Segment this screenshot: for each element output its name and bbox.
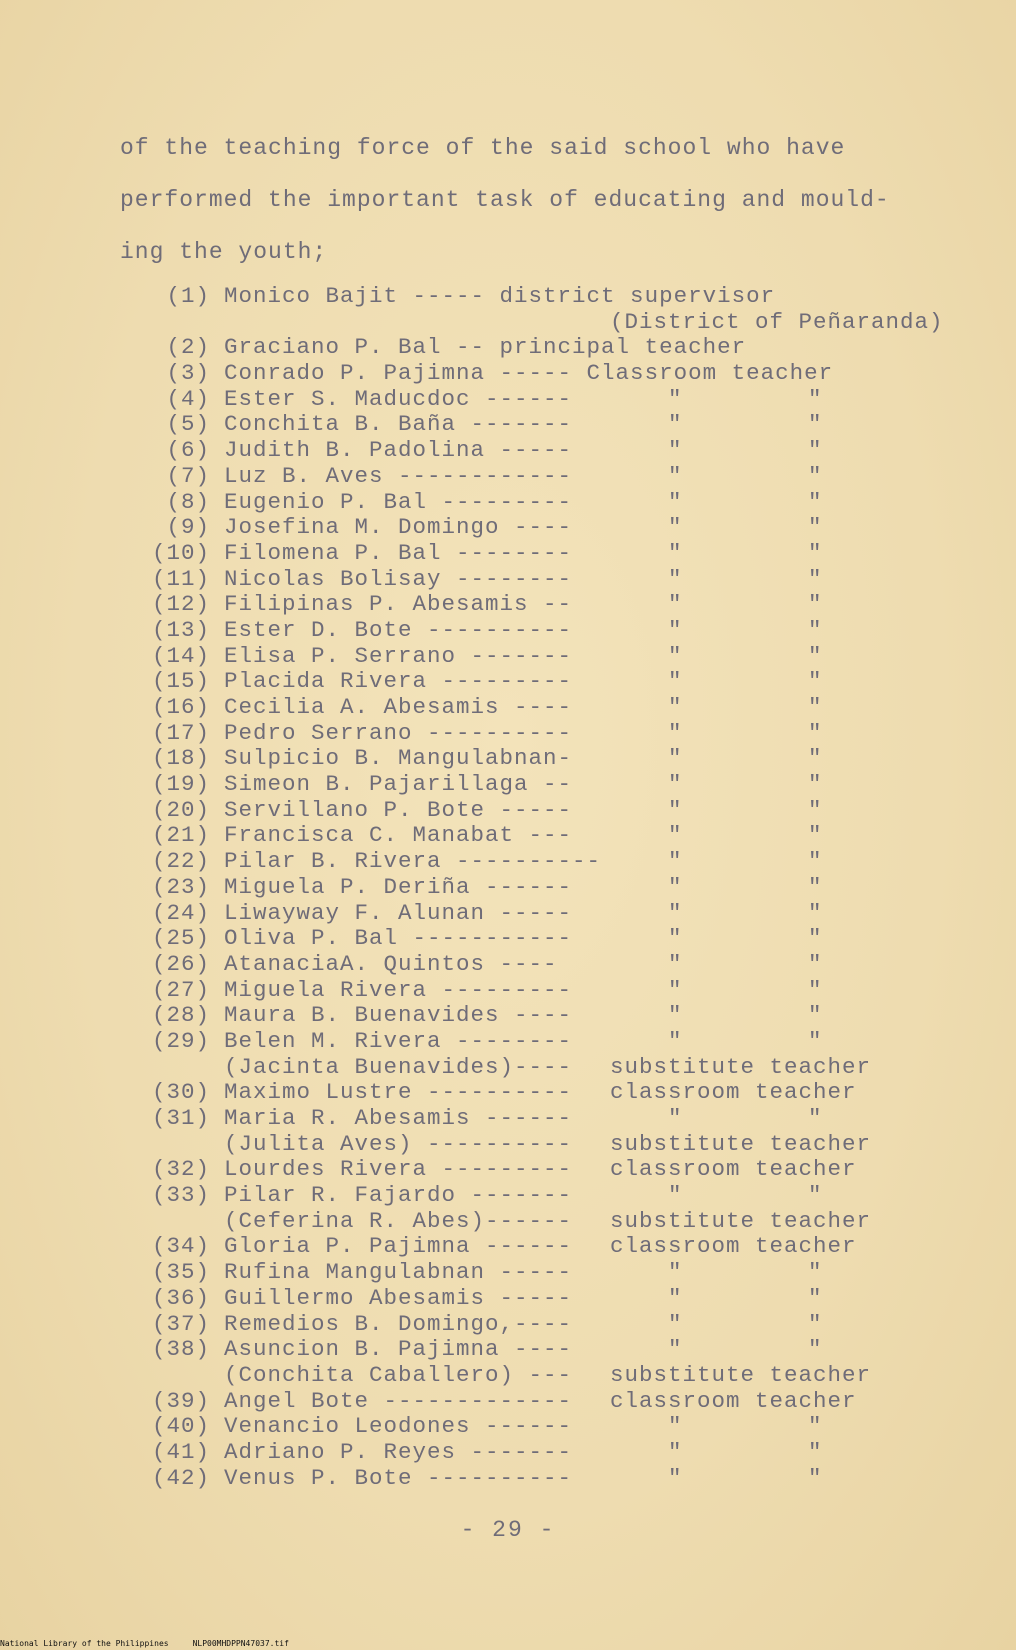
ditto-mark: " [668, 642, 683, 669]
list-item [140, 1363, 900, 1389]
teacher-name: Gloria P. Pajimna ------ [224, 1233, 573, 1260]
teacher-name: Josefina M. Domingo ---- [224, 514, 573, 541]
item-number: (32) [151, 1156, 210, 1183]
file-name: NLP00MHDPPN47037.tif [192, 1639, 289, 1648]
ditto-mark: " [668, 796, 683, 823]
list-item [140, 1260, 900, 1286]
list-item [140, 952, 900, 978]
teacher-name: Remedios B. Domingo,---- [224, 1310, 573, 1337]
ditto-mark: " [668, 1284, 683, 1311]
list-item [140, 901, 900, 927]
teacher-name: Ester S. Maducdoc ------ [224, 385, 573, 412]
item-number: (28) [151, 1002, 210, 1029]
ditto-mark: " [808, 385, 823, 412]
item-number: (22) [151, 848, 210, 875]
list-item [140, 592, 900, 618]
teacher-name: Oliva P. Bal ----------- [224, 925, 573, 952]
list-item [140, 618, 900, 644]
position: substitute teacher [610, 1053, 872, 1080]
ditto-mark: " [668, 950, 683, 977]
ditto-mark: " [808, 514, 823, 541]
ditto-mark: " [808, 668, 823, 695]
ditto-mark: " [668, 1182, 683, 1209]
position: (District of Peñaranda) [610, 308, 944, 335]
item-number: (31) [151, 1105, 210, 1131]
teacher-name: Miguela Rivera --------- [224, 976, 573, 1003]
list-item [140, 1234, 900, 1260]
teacher-name: (Julita Aves) ---------- [224, 1130, 573, 1157]
teacher-name: Maximo Lustre ---------- [224, 1079, 573, 1106]
ditto-mark: " [668, 437, 683, 464]
position: classroom teacher [610, 1156, 857, 1183]
item-number: (18) [151, 745, 210, 772]
teacher-name: AtanaciaA. Quintos ---- [224, 950, 558, 977]
teacher-name: Maria R. Abesamis ------ [224, 1105, 573, 1131]
position: classroom teacher [610, 1079, 857, 1106]
list-item [140, 1157, 900, 1183]
list-item [140, 1132, 900, 1158]
ditto-mark: " [808, 1002, 823, 1029]
scan-credit [0, 1639, 313, 1648]
ditto-mark: " [808, 462, 823, 489]
item-number: (13) [151, 616, 210, 643]
list-item [140, 1029, 900, 1055]
item-number: (9) [166, 514, 210, 541]
item-number: (25) [151, 925, 210, 952]
list-item [140, 721, 900, 747]
list-item [140, 515, 900, 541]
item-number: (39) [151, 1387, 210, 1414]
ditto-mark: " [668, 1464, 683, 1491]
ditto-mark: " [668, 668, 683, 695]
teacher-name: Guillermo Abesamis ----- [224, 1284, 573, 1311]
teacher-name: Monico Bajit ----- district supervisor [224, 283, 776, 309]
teacher-name: Elisa P. Serrano ------- [224, 642, 573, 669]
ditto-mark: " [808, 1105, 823, 1131]
ditto-mark: " [668, 591, 683, 618]
teacher-name: Conrado P. Pajimna ----- Classroom teacher [224, 360, 834, 387]
ditto-mark: " [808, 437, 823, 464]
list-item [140, 335, 900, 361]
teacher-name: Liwayway F. Alunan ----- [224, 899, 573, 926]
list-item [140, 1389, 900, 1415]
item-number: (33) [151, 1182, 210, 1209]
list-item [140, 875, 900, 901]
ditto-mark: " [668, 822, 683, 849]
ditto-mark: " [808, 1413, 823, 1440]
list-item [140, 464, 900, 490]
teacher-name: Nicolas Bolisay -------- [224, 565, 573, 592]
ditto-mark: " [808, 745, 823, 772]
position: substitute teacher [610, 1207, 872, 1234]
item-number: (19) [151, 771, 210, 798]
item-number: (30) [151, 1079, 210, 1106]
ditto-mark: " [808, 950, 823, 977]
teacher-name: Venancio Leodones ------ [224, 1413, 573, 1440]
list-item [140, 1466, 900, 1492]
list-item [140, 823, 900, 849]
teacher-name: Eugenio P. Bal --------- [224, 488, 573, 515]
ditto-mark: " [668, 1002, 683, 1029]
ditto-mark: " [668, 565, 683, 592]
list-item [140, 695, 900, 721]
list-item [140, 1003, 900, 1029]
ditto-mark: " [668, 514, 683, 541]
ditto-mark: " [808, 1027, 823, 1054]
list-item [140, 387, 900, 413]
item-number: (41) [151, 1438, 210, 1465]
list-item [140, 490, 900, 516]
teacher-name: Sulpicio B. Mangulabnan- [224, 745, 573, 772]
item-number: (20) [151, 796, 210, 823]
ditto-mark: " [808, 1182, 823, 1209]
ditto-mark: " [668, 925, 683, 952]
teacher-name: Belen M. Rivera -------- [224, 1027, 573, 1054]
ditto-mark: " [668, 1105, 683, 1131]
item-number: (11) [151, 565, 210, 592]
teacher-name: (Conchita Caballero) --- [224, 1361, 573, 1388]
item-number: (27) [151, 976, 210, 1003]
ditto-mark: " [668, 462, 683, 489]
ditto-mark: " [808, 411, 823, 438]
list-item [140, 1286, 900, 1312]
ditto-mark: " [668, 719, 683, 746]
ditto-mark: " [808, 1284, 823, 1311]
item-number: (16) [151, 694, 210, 720]
ditto-mark: " [808, 694, 823, 720]
list-item [140, 1312, 900, 1338]
ditto-mark: " [668, 745, 683, 772]
list-item [140, 567, 900, 593]
item-number: (4) [166, 385, 210, 412]
teacher-name: Pilar B. Rivera ---------- [224, 848, 602, 875]
teacher-name: Rufina Mangulabnan ----- [224, 1259, 573, 1286]
teacher-name: Lourdes Rivera --------- [224, 1156, 573, 1183]
list-item [140, 438, 900, 464]
ditto-mark: " [668, 694, 683, 720]
ditto-mark: " [808, 899, 823, 926]
ditto-mark: " [808, 565, 823, 592]
item-number: (34) [151, 1233, 210, 1260]
intro-line: performed the important task of educating and mould- [120, 187, 890, 213]
ditto-mark: " [808, 976, 823, 1003]
teacher-name: (Jacinta Buenavides)---- [224, 1053, 573, 1080]
intro-line: ing the youth; [120, 239, 328, 265]
teacher-name: Filipinas P. Abesamis -- [224, 591, 573, 618]
item-number: (24) [151, 899, 210, 926]
teacher-name: Simeon B. Pajarillaga -- [224, 771, 573, 798]
item-number: (42) [151, 1464, 210, 1491]
item-number: (8) [166, 488, 210, 515]
teacher-name: Adriano P. Reyes ------- [224, 1438, 573, 1465]
position: substitute teacher [610, 1361, 872, 1388]
teacher-name: Angel Bote ------------- [224, 1387, 573, 1414]
ditto-mark: " [668, 1438, 683, 1465]
teacher-name: Pilar R. Fajardo ------- [224, 1182, 573, 1209]
list-item [140, 644, 900, 670]
teacher-name: Maura B. Buenavides ---- [224, 1002, 573, 1029]
position: substitute teacher [610, 1130, 872, 1157]
ditto-mark: " [668, 848, 683, 875]
ditto-mark: " [668, 539, 683, 566]
list-item [140, 1080, 900, 1106]
teacher-name: Luz B. Aves ------------ [224, 462, 573, 489]
list-item [140, 1055, 900, 1081]
item-number: (40) [151, 1413, 210, 1440]
list-item [140, 361, 900, 387]
list-item [140, 308, 944, 336]
ditto-mark: " [668, 873, 683, 900]
teacher-name: Cecilia A. Abesamis ---- [224, 694, 573, 720]
teacher-name: Ester D. Bote ---------- [224, 616, 573, 643]
item-number: (23) [151, 873, 210, 900]
ditto-mark: " [808, 822, 823, 849]
list-item [140, 669, 900, 695]
ditto-mark: " [668, 771, 683, 798]
teacher-name: Graciano P. Bal -- principal teacher [224, 334, 747, 361]
teacher-name: Filomena P. Bal -------- [224, 539, 573, 566]
ditto-mark: " [808, 848, 823, 875]
item-number: (6) [166, 437, 210, 464]
list-item [140, 1106, 900, 1132]
ditto-mark: " [668, 899, 683, 926]
item-number: (2) [166, 334, 210, 361]
item-number: (7) [166, 462, 210, 489]
teacher-name: Judith B. Padolina ----- [224, 437, 573, 464]
ditto-mark: " [808, 771, 823, 798]
ditto-mark: " [668, 488, 683, 515]
ditto-mark: " [808, 616, 823, 643]
teaching-force-list [140, 283, 944, 1491]
item-number: (37) [151, 1310, 210, 1337]
position: classroom teacher [610, 1233, 857, 1260]
teacher-name: Francisca C. Manabat --- [224, 822, 573, 849]
ditto-mark: " [808, 591, 823, 618]
item-number: (14) [151, 642, 210, 669]
list-item [140, 746, 900, 772]
list-item [140, 284, 900, 310]
teacher-name: Conchita B. Baña ------- [224, 411, 573, 438]
ditto-mark: " [808, 539, 823, 566]
ditto-mark: " [808, 1259, 823, 1286]
list-item [140, 1337, 900, 1363]
item-number: (38) [151, 1336, 210, 1363]
item-number: (1) [166, 283, 210, 309]
item-number: (36) [151, 1284, 210, 1311]
list-item [140, 1414, 900, 1440]
list-item [140, 978, 900, 1004]
position: classroom teacher [610, 1387, 857, 1414]
ditto-mark: " [808, 1464, 823, 1491]
list-item [140, 772, 900, 798]
item-number: (29) [151, 1027, 210, 1054]
ditto-mark: " [668, 1310, 683, 1337]
list-item [140, 541, 900, 567]
ditto-mark: " [668, 385, 683, 412]
ditto-mark: " [808, 1310, 823, 1337]
ditto-mark: " [668, 1027, 683, 1054]
list-item [140, 926, 900, 952]
ditto-mark: " [668, 1259, 683, 1286]
item-number: (35) [151, 1259, 210, 1286]
ditto-mark: " [808, 488, 823, 515]
item-number: (3) [166, 360, 210, 387]
intro-line: of the teaching force of the said school who have [120, 135, 846, 161]
ditto-mark: " [808, 873, 823, 900]
intro-paragraph [120, 122, 920, 278]
ditto-mark: " [668, 616, 683, 643]
item-number: (26) [151, 950, 210, 977]
ditto-mark: " [808, 1438, 823, 1465]
list-item [140, 798, 900, 824]
ditto-mark: " [808, 1336, 823, 1363]
ditto-mark: " [668, 411, 683, 438]
teacher-name: Servillano P. Bote ----- [224, 796, 573, 823]
teacher-name: Pedro Serrano ---------- [224, 719, 573, 746]
ditto-mark: " [808, 642, 823, 669]
list-item [140, 1440, 900, 1466]
item-number: (15) [151, 668, 210, 695]
teacher-name: Placida Rivera --------- [224, 668, 573, 695]
page-number: - 29 - [460, 1517, 556, 1543]
teacher-name: Miguela P. Deriña ------ [224, 873, 573, 900]
ditto-mark: " [808, 796, 823, 823]
item-number: (17) [151, 719, 210, 746]
list-item [140, 412, 900, 438]
ditto-mark: " [808, 925, 823, 952]
teacher-name: Asuncion B. Pajimna ---- [224, 1336, 573, 1363]
ditto-mark: " [668, 1336, 683, 1363]
item-number: (10) [151, 539, 210, 566]
library-credit: National Library of the Philippines [0, 1639, 169, 1648]
item-number: (21) [151, 822, 210, 849]
ditto-mark: " [668, 1413, 683, 1440]
ditto-mark: " [668, 976, 683, 1003]
list-item [140, 1209, 900, 1235]
list-item [140, 849, 900, 875]
item-number: (5) [166, 411, 210, 438]
item-number: (12) [151, 591, 210, 618]
teacher-name: Venus P. Bote ---------- [224, 1464, 573, 1491]
list-item [140, 1183, 900, 1209]
teacher-name: (Ceferina R. Abes)------ [224, 1207, 573, 1234]
ditto-mark: " [808, 719, 823, 746]
